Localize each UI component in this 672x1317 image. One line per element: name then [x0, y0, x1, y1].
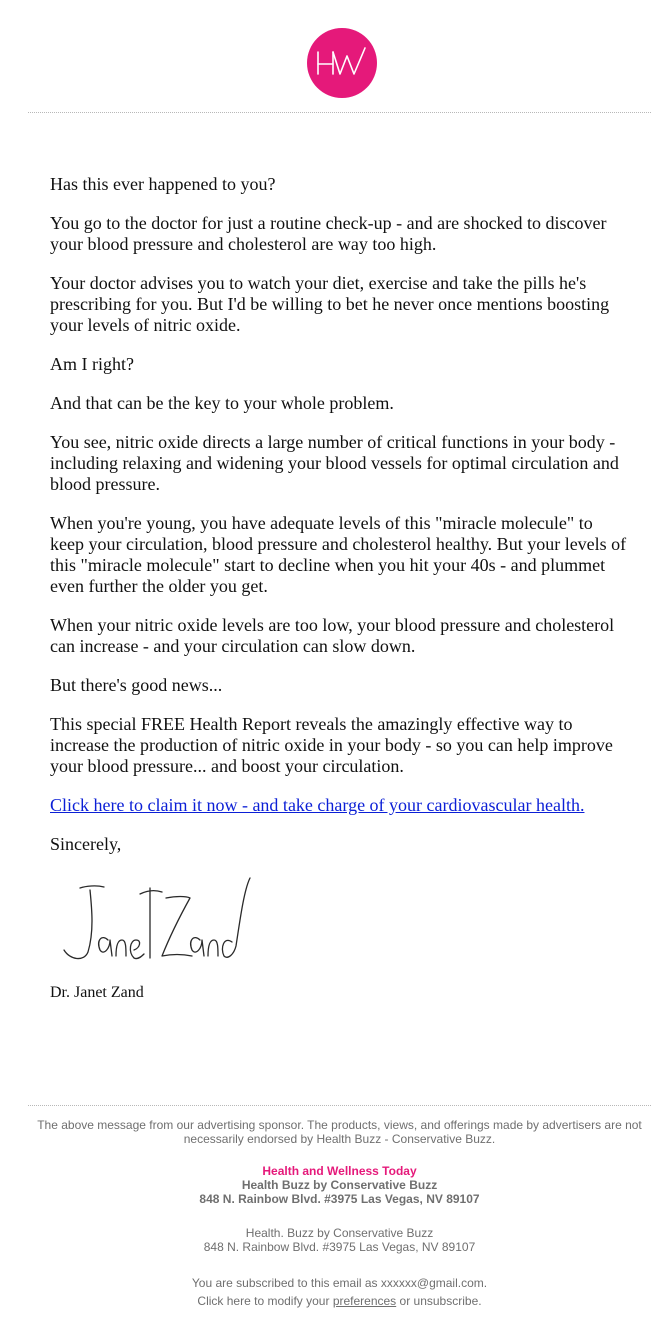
footer-brand: Health and Wellness Today: [262, 1164, 417, 1178]
logo-circle: [307, 28, 377, 98]
footer-company-bold: Health Buzz by Conservative Buzz: [241, 1178, 438, 1192]
logo-monogram-icon: [307, 28, 377, 98]
paragraph: When you're young, you have adequate levels of this "miracle molecule" to keep your circulation, blood pressure and cholesterol healthy. But your levels of this "miracle molecule" start to decline when you hit your 40s - and plummet even further the older you get.: [50, 513, 627, 596]
paragraph: And that can be the key to your whole problem.: [50, 393, 394, 413]
claim-report-link[interactable]: Click here to claim it now - and take charge of your cardiovascular health.: [50, 795, 585, 815]
footer-spacer: [28, 1206, 651, 1226]
brand-logo[interactable]: [307, 28, 377, 98]
modify-suffix: or unsubscribe.: [399, 1294, 482, 1308]
header-divider: [28, 112, 651, 113]
sponsor-disclaimer: The above message from our advertising sponsor. The products, views, and offerings made by advertisers are not necessarily endorsed by Health Buzz - Conservative Buzz.: [37, 1118, 642, 1146]
paragraph: But there's good news...: [50, 675, 223, 695]
closing-text: Sincerely,: [50, 834, 122, 854]
paragraph: Your doctor advises you to watch your diet, exercise and take the pills he's prescribing for you. But I'd be willing to bet he never once mentions boosting your levels of nitric oxide.: [50, 273, 610, 335]
footer-company: Health. Buzz by Conservative Buzz: [245, 1226, 434, 1240]
paragraph: Has this ever happened to you?: [50, 174, 276, 194]
modify-subscription: [28, 1292, 651, 1310]
signer-name: Dr. Janet Zand: [50, 984, 144, 1001]
subscription-notice: You are subscribed to this email as xxxxxx@gmail.com.: [191, 1276, 488, 1290]
cta-paragraph: [50, 795, 630, 816]
footer-address-bold: 848 N. Rainbow Blvd. #3975 Las Vegas, NV 89107: [199, 1192, 480, 1206]
signature-icon: [50, 870, 260, 970]
paragraph: This special FREE Health Report reveals the amazingly effective way to increase the production of nitric oxide in your body - so you can help improve your blood pressure... and boost your circulation.: [50, 714, 613, 776]
paragraph: You go to the doctor for just a routine check-up - and are shocked to discover your blood pressure and cholesterol are way too high.: [50, 213, 607, 254]
paragraph: Am I right?: [50, 354, 134, 374]
handwritten-signature: [50, 870, 260, 970]
footer-address: 848 N. Rainbow Blvd. #3975 Las Vegas, NV 89107: [203, 1240, 476, 1254]
modify-prefix: Click here to modify your: [197, 1294, 330, 1308]
paragraph: You see, nitric oxide directs a large number of critical functions in your body - including relaxing and widening your blood vessels for optimal circulation and blood pressure.: [50, 432, 619, 494]
letter-body: [50, 174, 630, 873]
preferences-link[interactable]: preferences: [332, 1294, 397, 1308]
footer-spacer: [28, 1254, 651, 1274]
footer-divider: [28, 1105, 651, 1106]
paragraph: When your nitric oxide levels are too low, your blood pressure and cholesterol can increase - and your circulation can slow down.: [50, 615, 615, 656]
email-footer: [28, 1118, 651, 1310]
